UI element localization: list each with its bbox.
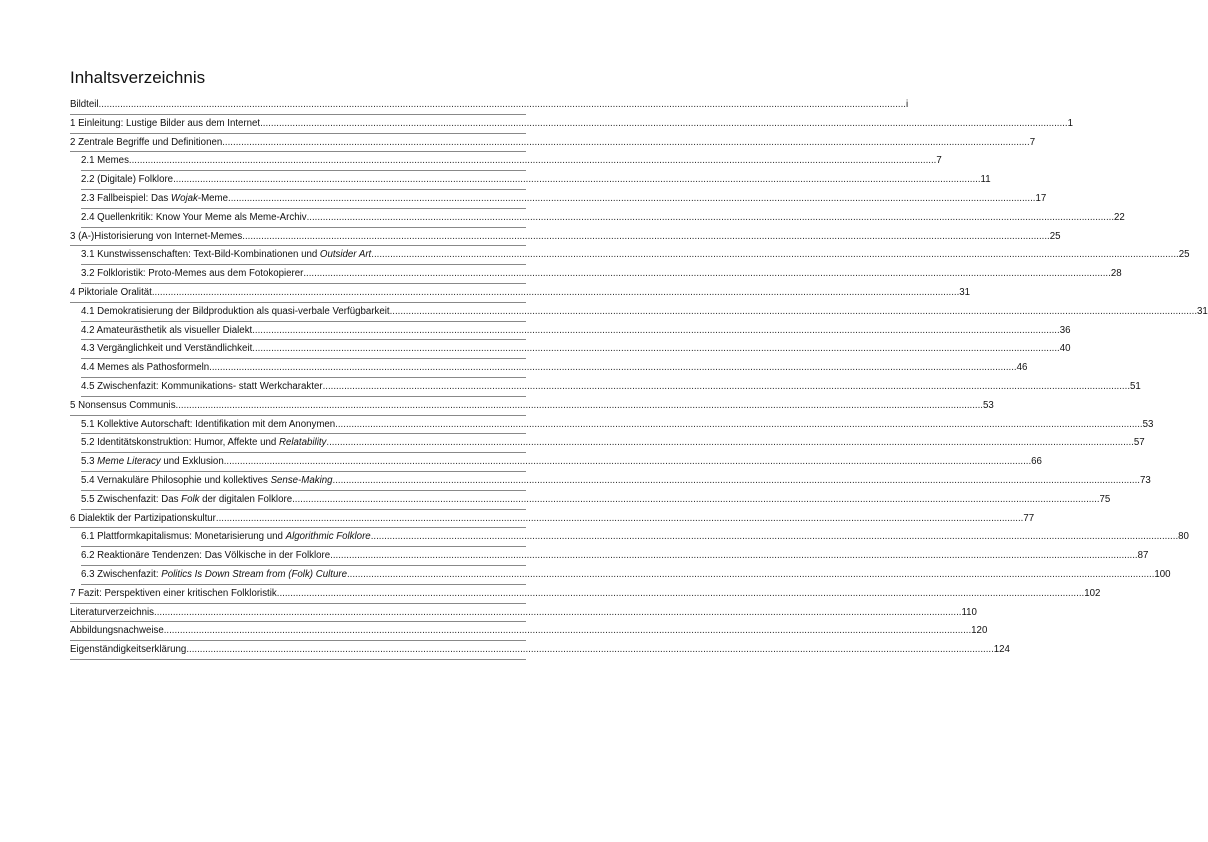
toc-page-number: 1	[1067, 117, 1073, 129]
toc-entry-label-italic: Folk	[181, 493, 200, 505]
toc-entry-label	[70, 228, 242, 247]
toc-page-number: 7	[936, 155, 942, 167]
toc-entry[interactable]	[70, 228, 1061, 247]
toc-entry-line	[70, 397, 994, 416]
toc-entry-label-text: 5.5 Zwischenfazit: Das	[81, 493, 182, 505]
toc-entry-label-text: 2.2 (Digitale) Folklore	[81, 174, 174, 186]
toc-entry[interactable]	[70, 209, 1125, 228]
toc-entry[interactable]	[70, 397, 994, 416]
toc-entry-line	[81, 472, 1151, 491]
toc-entry-label	[81, 453, 224, 472]
toc-entry-label	[70, 115, 260, 134]
toc-page-number: 80	[1178, 531, 1189, 543]
toc-entry-label-italic: Politics Is Down Stream from (Folk) Culture	[161, 568, 347, 580]
toc-entry-label-text: der digitalen Folklore	[199, 493, 293, 505]
dot-leader: ............................................................................................................................................................................................................................................................................................................	[370, 531, 1179, 543]
toc-entry-line	[70, 604, 977, 623]
toc-entry[interactable]	[70, 152, 942, 171]
toc-entry-line	[81, 378, 1141, 397]
toc-entry-label	[81, 491, 292, 510]
dot-leader: ............................................................................................................................................................................................................................................................................................................	[252, 343, 1060, 355]
toc-entry-label	[81, 434, 326, 453]
toc-entry-label	[70, 397, 176, 416]
toc-entry-line	[70, 284, 971, 303]
toc-entry-line	[81, 547, 1149, 566]
toc-entry-label	[81, 378, 323, 397]
dot-leader: ............................................................................................................................................................................................................................................................................................................	[151, 286, 960, 298]
dot-leader: ............................................................................................................................................................................................................................................................................................................	[260, 117, 1068, 129]
toc-page-number: 28	[1110, 268, 1122, 280]
dot-leader: ............................................................................................................................................................................................................................................................................................................	[252, 324, 1060, 336]
toc-page-number: 25	[1178, 249, 1190, 261]
toc-entry[interactable]	[70, 303, 1208, 322]
dot-leader: ............................................................................................................................................................................................................................................................................................................	[209, 362, 1017, 374]
toc-entry-line	[81, 416, 1154, 435]
toc-entry-label	[81, 566, 347, 585]
dot-leader: ............................................................................................................................................................................................................................................................................................................	[306, 211, 1115, 223]
toc-entry-label-text: 4.5 Zwischenfazit: Kommunikations- statt Werkcharakter	[81, 380, 323, 392]
toc-entry-label-italic: Wojak	[170, 192, 198, 204]
toc-entry[interactable]	[70, 134, 1036, 153]
toc-page-number: 11	[980, 174, 991, 186]
dot-leader: ............................................................................................................................................................................................................................................................................................................	[173, 174, 981, 186]
toc-page-number: 53	[983, 399, 994, 411]
toc-entry-label	[70, 604, 154, 623]
toc-page-number: 75	[1099, 493, 1111, 505]
toc-entry-label	[70, 96, 99, 115]
toc-entry-label	[81, 209, 307, 228]
toc-entry-label	[81, 303, 390, 322]
toc-page-number: 110	[961, 606, 977, 618]
toc-entry-label-text: 5.3	[81, 456, 98, 468]
dot-leader: ............................................................................................................................................................................................................................................................................................................	[215, 512, 1024, 524]
dot-leader: ............................................................................................................................................................................................................................................................................................................	[242, 230, 1050, 242]
toc-entry-line	[81, 209, 1125, 228]
toc-entry-line	[81, 171, 991, 190]
toc-entry-line	[70, 115, 1073, 134]
toc-entry-label-text: 6.1 Plattformkapitalismus: Monetarisierung und	[81, 531, 286, 543]
toc-page-number: 100	[1154, 568, 1171, 580]
toc-entry-label-text: 2 Zentrale Begriffe und Definitionen	[70, 136, 223, 148]
dot-leader: ............................................................................................................................................................................................................................................................................................................	[332, 474, 1140, 486]
toc-page-number: 46	[1016, 362, 1028, 374]
toc-entry-label-text: -Meme	[197, 192, 228, 204]
dot-leader: ............................................................................................................................................................................................................................................................................................................	[163, 625, 972, 637]
toc-entry-label-text: 3.2 Folkloristik: Proto-Memes aus dem Fotokopierer	[81, 268, 304, 280]
toc-page-number: 40	[1059, 343, 1071, 355]
toc-entry[interactable]	[70, 453, 1042, 472]
toc-page-number: 66	[1031, 456, 1042, 468]
toc-entry-label	[70, 585, 277, 604]
toc-entry[interactable]	[70, 115, 1073, 134]
toc-entry-label-text: 5.1 Kollektive Autorschaft: Identifikation mit dem Anonymen	[81, 418, 336, 430]
toc-entry-label-text: 4 Piktoriale Oralität	[70, 286, 152, 298]
toc-entry-label	[81, 359, 209, 378]
toc-entry-label-text: 4.1 Demokratisierung der Bildproduktion als quasi-verbale Verfügbarkeit	[81, 305, 390, 317]
toc-entry-label-text: 4.2 Amateurästhetik als visueller Dialekt	[81, 324, 253, 336]
toc-entry-label-italic: Outsider Art	[319, 249, 372, 261]
toc-entry-label-text: 5.4 Vernakuläre Philosophie und kollektives	[81, 474, 271, 486]
toc-entry-label-italic: Sense-Making	[270, 474, 333, 486]
toc-entry-label-text: 5 Nonsensus Communis	[70, 399, 176, 411]
toc-entry-label	[81, 152, 129, 171]
dot-leader: ............................................................................................................................................................................................................................................................................................................	[292, 493, 1100, 505]
toc-entry-line	[81, 359, 1028, 378]
toc-entry-label-text: 4.4 Memes als Pathosformeln	[81, 362, 210, 374]
toc-entry[interactable]	[70, 340, 1071, 359]
dot-leader: ............................................................................................................................................................................................................................................................................................................	[175, 399, 983, 411]
dot-leader: ............................................................................................................................................................................................................................................................................................................	[389, 305, 1198, 317]
toc-entry[interactable]	[70, 246, 1190, 265]
toc-page-number: 17	[1035, 192, 1047, 204]
toc-page-number: 87	[1137, 550, 1149, 562]
toc-entry-label-text: 3 (A-)Historisierung von Internet-Memes	[70, 230, 243, 242]
toc-entry-line	[81, 265, 1122, 284]
toc-entry-line	[81, 152, 942, 171]
toc-entry-line	[81, 340, 1071, 359]
dot-leader: ............................................................................................................................................................................................................................................................................................................	[98, 99, 906, 110]
toc-page-number: 124	[993, 644, 1010, 656]
toc-entry-label-italic: Algorithmic Folklore	[285, 531, 371, 543]
toc-entry-label	[70, 284, 152, 303]
toc-entry-line	[70, 228, 1061, 247]
toc-entry-label	[81, 547, 330, 566]
toc-entry[interactable]	[70, 265, 1122, 284]
toc-entry-line	[70, 96, 909, 115]
toc-entry-label	[70, 622, 164, 641]
toc-entry-label-text: 2.3 Fallbeispiel: Das	[81, 192, 171, 204]
toc-entry-label	[70, 134, 222, 153]
toc-entry-label	[81, 528, 371, 547]
toc-entry-line	[70, 134, 1036, 153]
toc-entry-line	[81, 566, 1171, 585]
dot-leader: ............................................................................................................................................................................................................................................................................................................	[303, 268, 1111, 280]
toc-entry[interactable]	[70, 190, 1047, 209]
toc-page-number: 25	[1049, 230, 1061, 242]
toc-page-number: 7	[1029, 136, 1036, 148]
toc-entry-label	[81, 340, 252, 359]
toc-entry[interactable]	[70, 528, 1189, 547]
toc-entry[interactable]	[70, 378, 1141, 397]
toc-page-number: 51	[1130, 380, 1141, 392]
toc-entry-label-text: Bildteil	[70, 99, 99, 110]
toc-page-number: 102	[1084, 587, 1101, 599]
toc-entry[interactable]	[70, 491, 1111, 510]
toc-page-number: i	[906, 99, 909, 110]
toc-entry-line	[81, 434, 1145, 453]
toc-page-number: 53	[1142, 418, 1154, 430]
toc-entry-label-text: 3.1 Kunstwissenschaften: Text-Bild-Kombinationen und	[81, 249, 320, 261]
toc-entry-line	[70, 510, 1035, 529]
toc-page-number: 31	[959, 286, 971, 298]
dot-leader: ............................................................................................................................................................................................................................................................................................................	[346, 568, 1155, 580]
toc-entry[interactable]	[70, 284, 971, 303]
toc-entry[interactable]	[70, 171, 991, 190]
toc-page-number: 120	[971, 625, 988, 637]
toc-entry-label-text: 5.2 Identitätskonstruktion: Humor, Affekte und	[81, 437, 279, 449]
dot-leader: ............................................................................................................................................................................................................................................................................................................	[326, 437, 1134, 449]
toc-entry-label	[81, 171, 173, 190]
dot-leader: ............................................................................................................................................................................................................................................................................................................	[335, 418, 1143, 430]
dot-leader: ............................................................................................................................................................................................................................................................................................................	[371, 249, 1179, 261]
toc-title: Inhaltsverzeichnis	[70, 68, 206, 87]
toc-entry-label	[81, 472, 333, 491]
toc-entry-label	[81, 265, 303, 284]
toc-entry-label	[81, 416, 335, 435]
dot-leader: ............................................................................................................................................................................................................................................................................................................	[322, 380, 1131, 392]
toc-entry[interactable]	[70, 566, 1171, 585]
toc-entry[interactable]	[70, 641, 1010, 660]
toc-entry-label	[70, 510, 216, 529]
toc-entry-label	[81, 322, 252, 341]
toc-entry-label-text: 7 Fazit: Perspektiven einer kritischen Folkloristik	[70, 587, 277, 599]
toc-entry[interactable]	[70, 604, 977, 623]
toc-entry-label-text: Eigenständigkeitserklärung	[70, 644, 187, 656]
toc-entry[interactable]	[70, 472, 1151, 491]
table-of-contents	[70, 96, 1208, 660]
toc-entry-line	[81, 453, 1042, 472]
toc-entry[interactable]	[70, 434, 1145, 453]
toc-entry-label-text: 4.3 Vergänglichkeit und Verständlichkeit	[81, 343, 253, 355]
toc-entry-line	[81, 491, 1111, 510]
toc-entry[interactable]	[70, 416, 1154, 435]
toc-entry-label-text: 2.1 Memes	[81, 155, 129, 167]
dot-leader: ............................................................................................................................................................................................................................................................................................................	[222, 136, 1030, 148]
toc-page-number: 57	[1133, 437, 1145, 449]
toc-entry-line	[81, 528, 1189, 547]
toc-page-number: 36	[1059, 324, 1071, 336]
toc-entry-label-text: 2.4 Quellenkritik: Know Your Meme als Meme-Archiv	[81, 211, 307, 223]
dot-leader: ............................................................................................................................................................................................................................................................................................................	[330, 550, 1138, 562]
toc-entry-label	[70, 641, 186, 660]
dot-leader: ............................................................................................................................................................................................................................................................................................................	[186, 644, 994, 656]
toc-entry-label-italic: Relatability	[279, 437, 327, 449]
toc-page-number: 73	[1139, 474, 1151, 486]
toc-page-number: 22	[1114, 211, 1125, 223]
toc-entry[interactable]	[70, 359, 1028, 378]
toc-entry-label	[81, 246, 371, 265]
toc-entry[interactable]	[70, 322, 1071, 341]
toc-entry-label-text: 6 Dialektik der Partizipationskultur	[70, 512, 216, 524]
toc-page-number: 77	[1023, 512, 1035, 524]
toc-entry-line	[81, 190, 1047, 209]
toc-entry-line	[81, 246, 1190, 265]
toc-entry-line	[70, 585, 1101, 604]
toc-entry-label-text: 6.3 Zwischenfazit:	[81, 568, 162, 580]
toc-entry[interactable]	[70, 547, 1149, 566]
dot-leader: ............................................................................................................................................................................................................................................................................................................	[276, 587, 1085, 599]
toc-entry-label-text: Abbildungsnachweise	[70, 625, 164, 637]
toc-entry-label	[81, 190, 228, 209]
toc-entry[interactable]	[70, 96, 909, 115]
toc-entry-line	[81, 303, 1208, 322]
toc-entry-label-italic: Meme Literacy	[97, 456, 161, 468]
toc-entry[interactable]	[70, 585, 1101, 604]
toc-entry-line	[81, 322, 1071, 341]
entry-underline	[70, 659, 526, 660]
toc-entry-label-text: 1 Einleitung: Lustige Bilder aus dem Internet	[70, 117, 261, 129]
dot-leader: ............................................................................................................................................................................................................................................................................................................	[154, 606, 962, 618]
toc-entry-line	[70, 622, 988, 641]
toc-page-number: 31	[1197, 305, 1208, 317]
dot-leader: ............................................................................................................................................................................................................................................................................................................	[223, 456, 1032, 468]
toc-entry[interactable]	[70, 510, 1035, 529]
toc-entry-label-text: Literaturverzeichnis	[70, 606, 154, 618]
dot-leader: ............................................................................................................................................................................................................................................................................................................	[128, 155, 937, 167]
toc-entry[interactable]	[70, 622, 988, 641]
toc-entry-line	[70, 641, 1010, 660]
toc-entry-label-text: und Exklusion	[160, 456, 224, 468]
dot-leader: ............................................................................................................................................................................................................................................................................................................	[228, 192, 1036, 204]
toc-entry-label-text: 6.2 Reaktionäre Tendenzen: Das Völkische in der Folklore	[81, 550, 331, 562]
